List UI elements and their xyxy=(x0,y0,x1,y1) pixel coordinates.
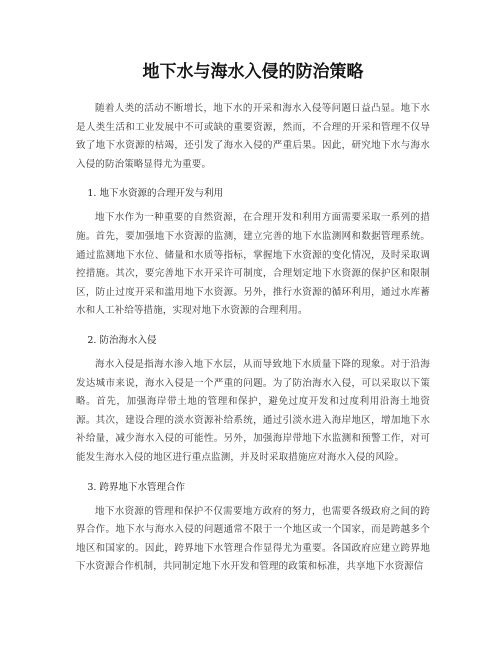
section-1 xyxy=(76,185,430,321)
section-body: 地下水资源的管理和保护不仅需要地方政府的努力，也需要各级政府之间的跨界合作。地下水与海水入侵的问题通常不限于一个地区或一个国家，而是跨越多个地区和国家的。因此，跨界地下水管理合作显得尤为重要。各国政府应建立跨界地下水资源合作机制，共同制定地下水开发和管理的政策和标准，共享地下水资源信 xyxy=(76,505,430,573)
section-2 xyxy=(76,332,430,468)
section-heading: 1. 地下水资源的合理开发与利用 xyxy=(87,188,223,200)
section-heading: 2. 防治海水入侵 xyxy=(87,334,157,346)
intro-paragraph: 随着人类的活动不断增长，地下水的开采和海水入侵等问题日益凸显。地下水是人类生活和工业发展中不可或缺的重要资源，然而，不合理的开采和管理不仅导致了地下水资源的枯竭，还引发了海水入侵的严重后果。因此，研究地下水与海水入侵的防治策略显得尤为重要。 xyxy=(76,103,430,170)
section-body: 地下水作为一种重要的自然资源，在合理开发和利用方面需要采取一系列的措施。首先，要加强地下水资源的监测，建立完善的地下水监测网和数据管理系统。通过监测地下水位、储量和水质等指标，掌握地下水资源的变化情况，及时采取调控措施。其次，要完善地下水开采许可制度，合理划定地下水资源的保护区和限制区，防止过度开采和滥用地下水资源。另外，推行水资源的循环利用，通过水库蓄水和人工补给等措施，实现对地下水资源的合理利用。 xyxy=(76,212,430,317)
section-heading: 3. 跨界地下水管理合作 xyxy=(87,481,185,493)
document-title: 地下水与海水入侵的防治策略 xyxy=(142,62,364,82)
section-3 xyxy=(76,479,430,577)
section-body: 海水入侵是指海水渗入地下水层，从而导致地下水质量下降的现象。对于沿海发达城市来说，海水入侵是一个严重的问题。为了防治海水入侵，可以采取以下策略。首先，加强海岸带土地的管理和保护，避免过度开发和过度利用沿海土地资源。其次，建设合理的淡水资源补给系统，通过引淡水进入海岸地区，增加地下水补给量，减少海水入侵的可能性。另外，加强海岸带地下水监测和预警工作，对可能发生海水入侵的地区进行重点监测，并及时采取措施应对海水入侵的风险。 xyxy=(76,358,430,463)
